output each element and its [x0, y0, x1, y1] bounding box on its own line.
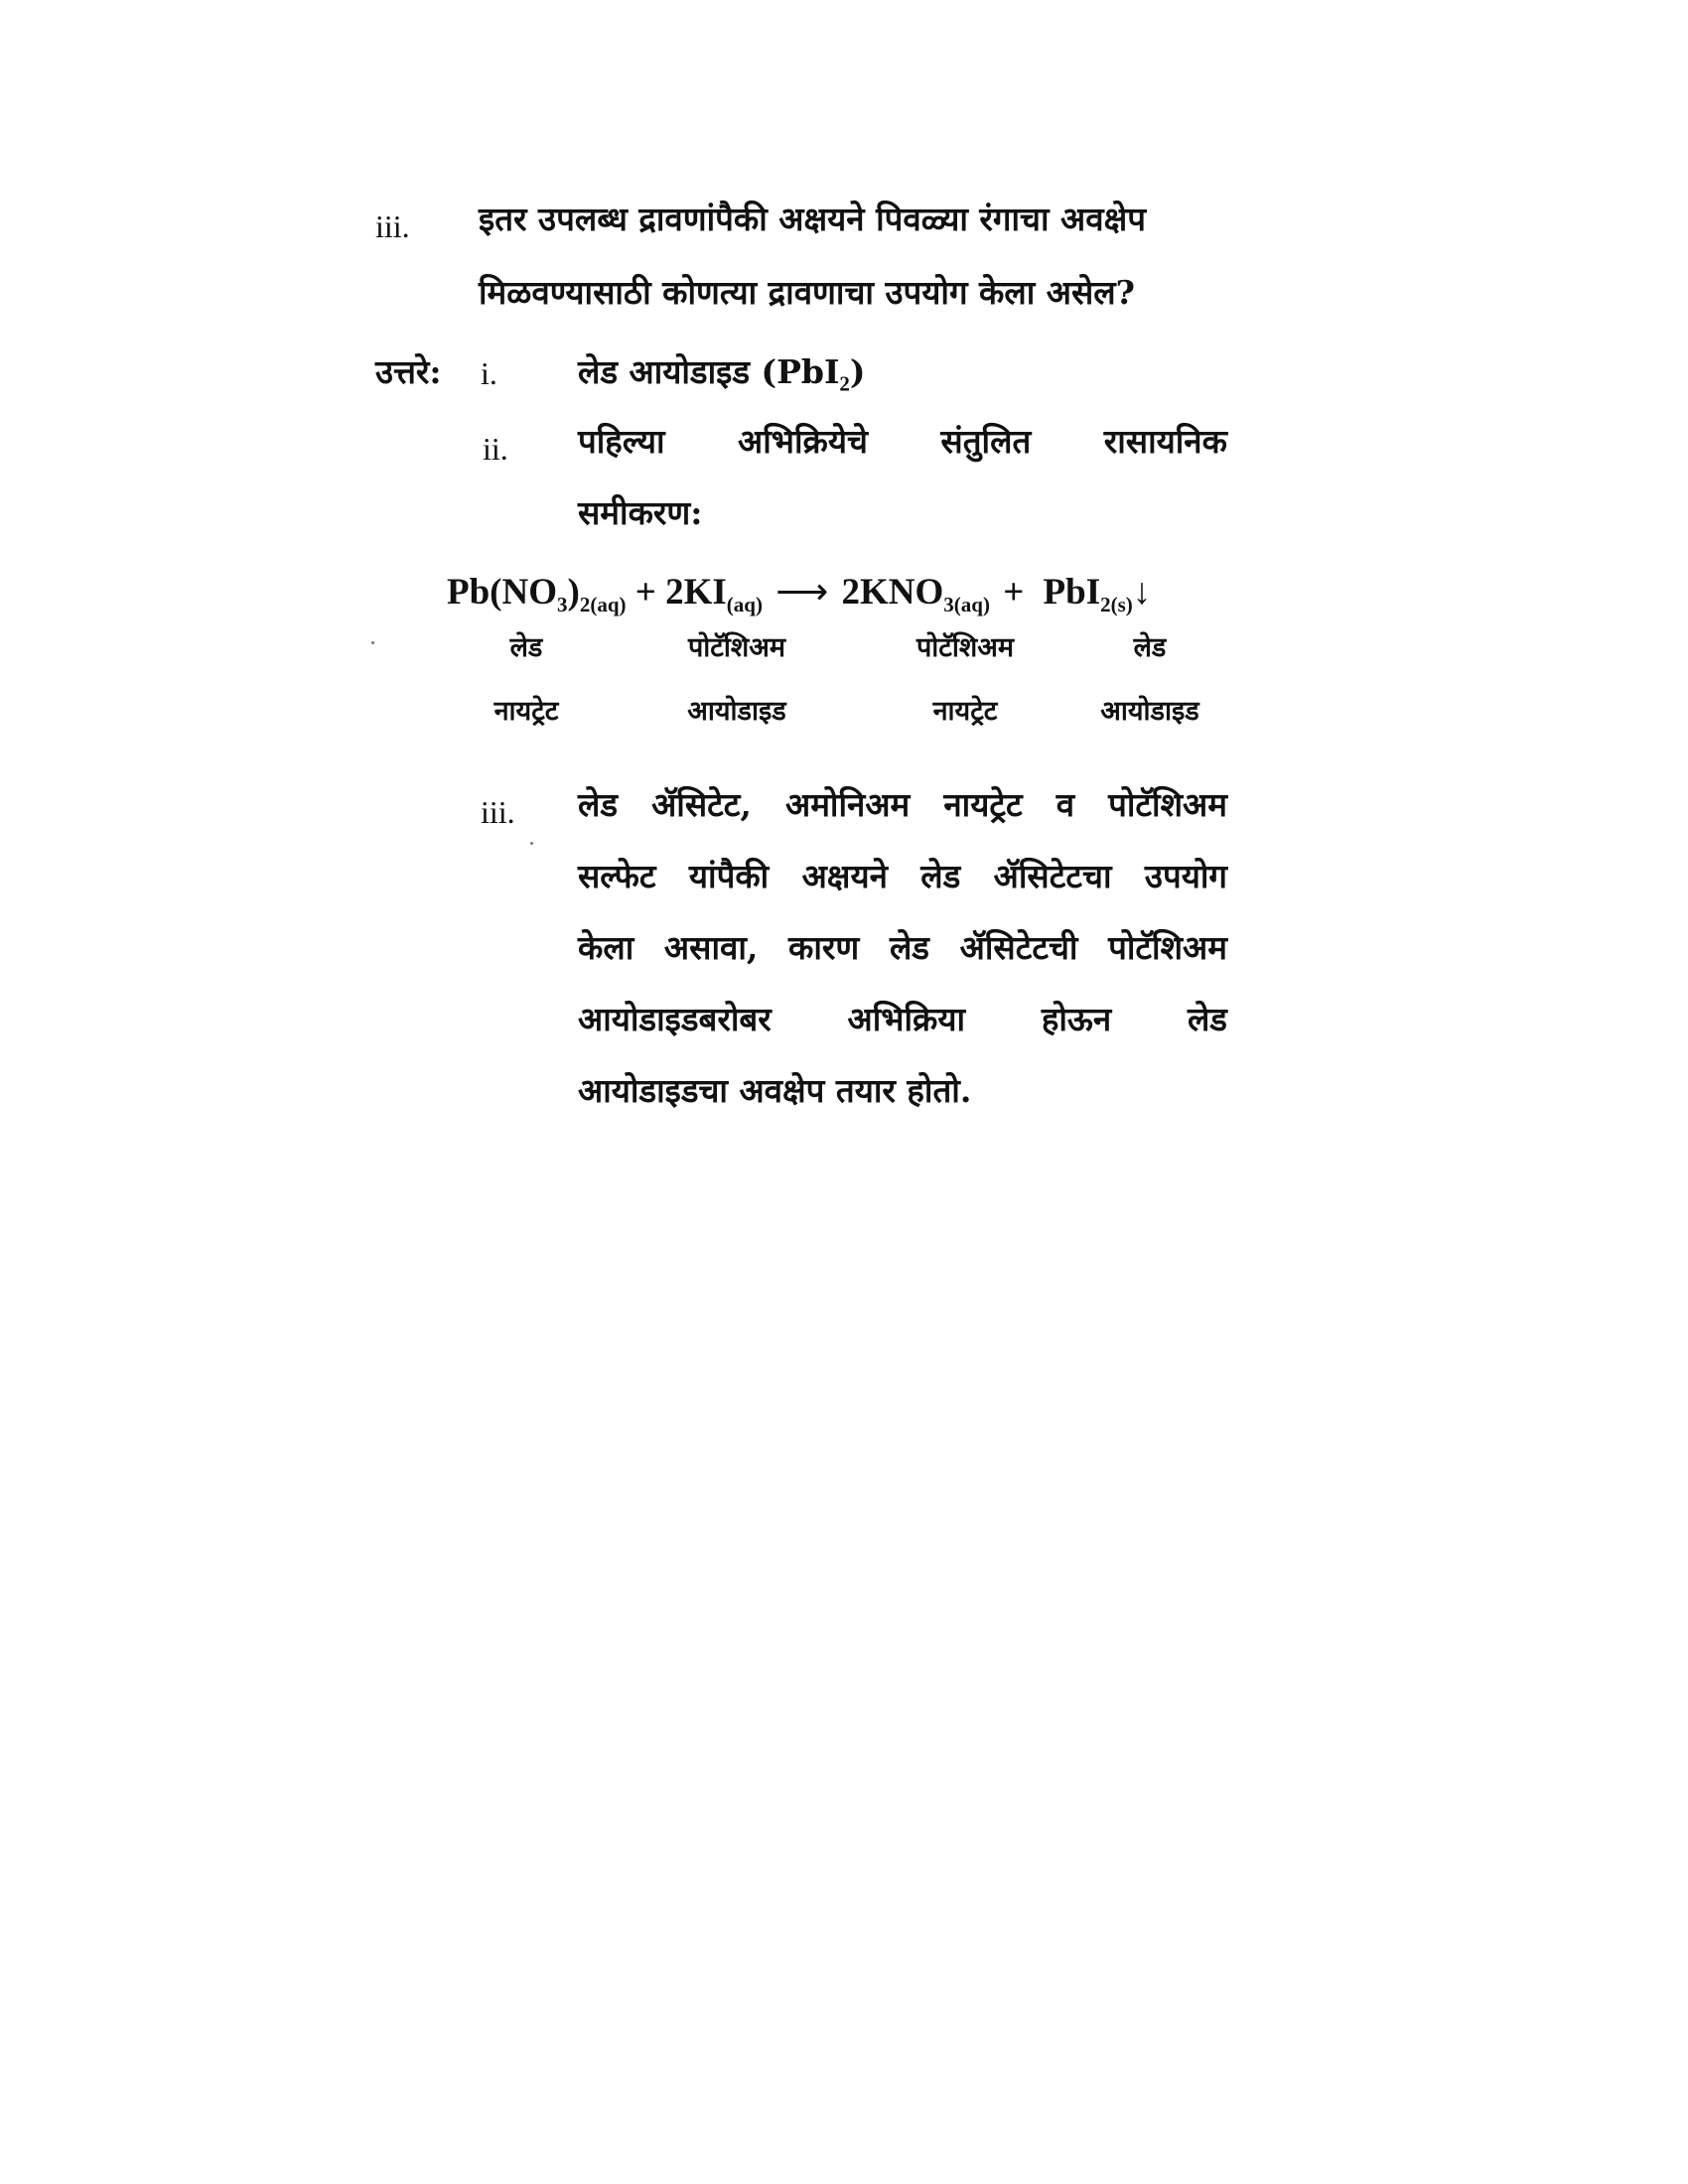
label-lead-iodide-bottom: आयोडाइड	[1100, 696, 1199, 727]
plus-sign: +	[1003, 572, 1025, 613]
word: लेड	[578, 785, 619, 824]
word: अक्षयने	[801, 857, 888, 895]
word: लेड	[889, 928, 929, 967]
precipitate-arrow: ↓	[1132, 572, 1152, 613]
answer-1-subscript: 2	[839, 371, 850, 396]
label-potassium-nitrate-top: पोटॅशिअम	[915, 632, 1015, 663]
product-lead-iodide: PbI$_{2(s)}$↓	[1043, 572, 1152, 616]
word: असावा,	[663, 928, 759, 967]
answers-heading: उत्तरे:	[375, 352, 442, 391]
word: पहिल्या	[578, 422, 665, 461]
answer-2-line-2: समीकरण:	[578, 493, 703, 532]
reactant-potassium-iodide: + $2KI_{(aq)}$	[634, 572, 763, 616]
label-lead-nitrate-bottom: नायट्रेट	[493, 696, 559, 727]
word: होऊन	[1041, 1000, 1112, 1038]
answer-3-number: iii.	[481, 794, 515, 830]
word: लेड	[1187, 1000, 1227, 1038]
word: अभिक्रिया	[847, 1000, 966, 1038]
word: पोटॅशिअम	[1108, 928, 1227, 967]
answer-3-line-2	[578, 856, 1227, 897]
answer-3-line-5: आयोडाइडचा अवक्षेप तयार होतो.	[578, 1071, 972, 1110]
word: संतुलित	[940, 422, 1032, 461]
word: पोटॅशिअम	[1108, 785, 1227, 824]
answer-3-line-1	[578, 784, 1227, 826]
label-potassium-iodide-top: पोटॅशिअम	[687, 632, 786, 663]
word: उपयोग	[1144, 857, 1227, 895]
reaction-arrow: ⟶	[775, 572, 829, 613]
word: ॲसिटेट,	[651, 785, 752, 824]
scan-speck	[530, 842, 533, 845]
answer-3-line-4	[578, 999, 1227, 1040]
word: ॲसिटेटचा	[993, 857, 1112, 895]
answer-2-line-1	[578, 421, 1227, 463]
question-line-1: इतर उपलब्ध द्रावणांपैकी अक्षयने पिवळ्या रंगाचा अवक्षेप	[479, 200, 1146, 238]
word: नायट्रेट	[943, 785, 1023, 824]
word: सल्फेट	[578, 857, 656, 895]
question-number: iii.	[375, 208, 410, 244]
label-potassium-iodide-bottom: आयोडाइड	[687, 696, 786, 727]
word: केला	[578, 928, 634, 967]
scan-speck	[371, 641, 374, 644]
answer-1-close: )	[849, 352, 866, 391]
label-potassium-nitrate-bottom: नायट्रेट	[932, 696, 998, 727]
reactant-lead-nitrate: $Pb(NO_3)_{2(aq)}$	[447, 572, 627, 616]
question-line-2: मिळवण्यासाठी कोणत्या द्रावणाचा उपयोग केला असेल?	[479, 273, 1136, 312]
word: अमोनिअम	[784, 785, 911, 824]
answer-1-main: लेड आयोडाइड (PbI	[578, 352, 840, 391]
answer-3-line-3	[578, 927, 1227, 969]
word: यांपैकी	[688, 857, 770, 895]
word: कारण	[788, 928, 860, 967]
word: आयोडाइडबरोबर	[578, 1000, 772, 1038]
answer-1-text	[578, 351, 866, 405]
answer-2-number: ii.	[483, 431, 508, 467]
answer-1-number: i.	[481, 355, 497, 391]
word: लेड	[920, 857, 961, 895]
label-lead-iodide-top: लेड	[1133, 632, 1167, 663]
word: रासायनिक	[1103, 422, 1227, 461]
label-lead-nitrate-top: लेड	[509, 632, 543, 663]
chemical-equation	[447, 570, 1151, 617]
word: व	[1055, 785, 1075, 824]
product-potassium-nitrate: $2KNO_{3(aq)}$	[841, 572, 990, 616]
word: ॲसिटेटची	[959, 928, 1078, 967]
word: अभिक्रियेचे	[738, 422, 868, 461]
